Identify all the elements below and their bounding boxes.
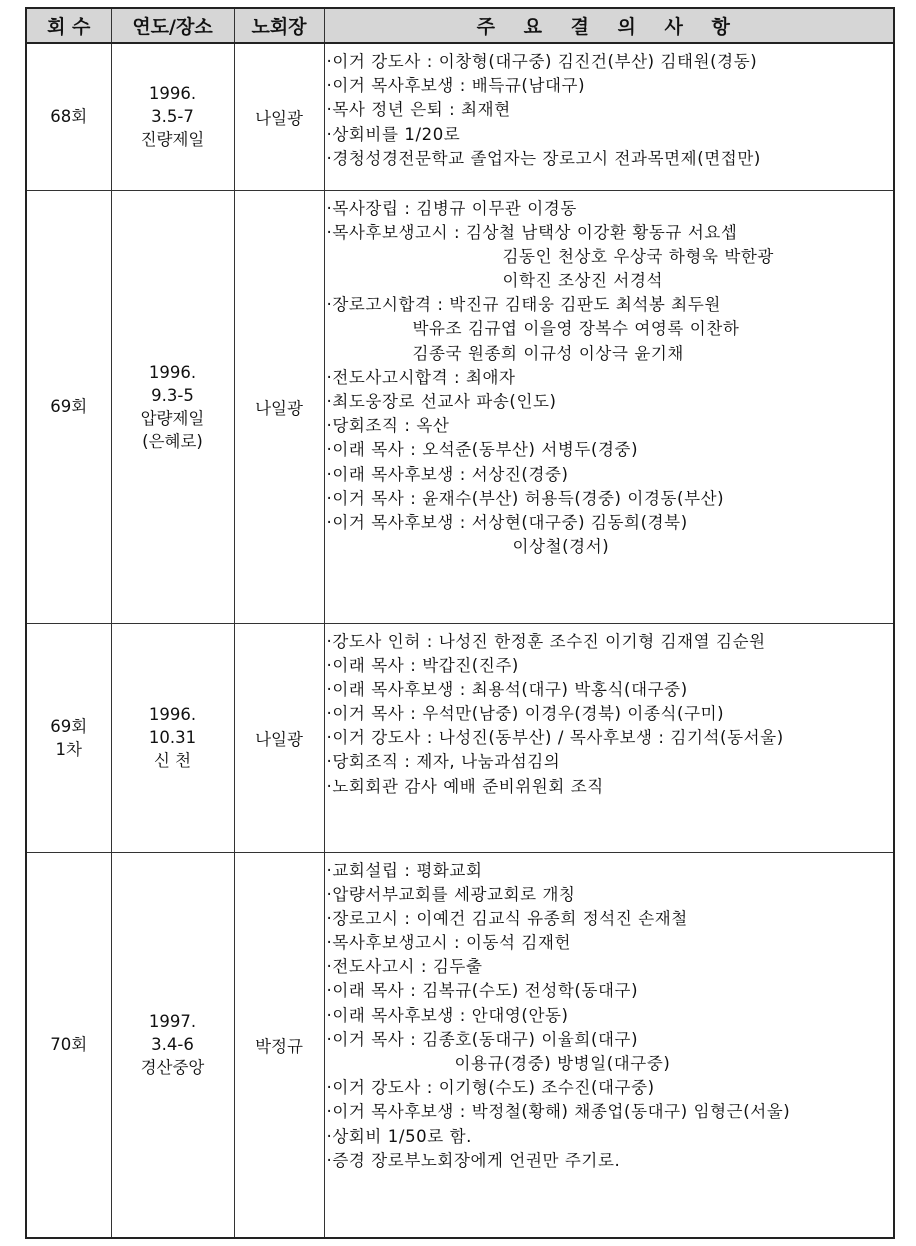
session-number [26,623,111,852]
date-place-line: 진량제일 [140,130,205,150]
decision-item: ·목사후보생고시 : 김상철 남택상 이강환 황동규 서요셉 [326,222,738,242]
decision-item: ·당회조직 : 옥산 [326,416,450,436]
decision-item: ·교회설립 : 평화교회 [326,860,483,880]
header-session: 회 수 [26,8,111,43]
decision-item: ·장로고시합격 : 박진규 김태웅 김판도 최석봉 최두원 [326,295,721,315]
decision-item: ·이래 목사 : 오석준(동부산) 서병두(경중) [326,440,639,460]
decision-item: 박유조 김규엽 이을영 장복수 여영록 이찬하 [412,319,740,339]
session-line: 69회 [50,397,88,416]
decision-item: ·이거 강도사 : 나성진(동부산) / 목사후보생 : 김기석(동서울) [326,728,784,748]
header-decisions: 주 요 결 의 사 항 [324,8,894,43]
date-place [111,623,234,852]
session-number [26,43,111,190]
decision-item: 이용규(경중) 방병일(대구중) [454,1054,671,1073]
decision-item: ·이거 강도사 : 이창형(대구중) 김진건(부산) 김태원(경동) [326,52,758,71]
decision-item: ·이거 목사 : 우석만(남중) 이경우(경북) 이종식(구미) [326,704,725,724]
decisions-cell [324,852,894,1238]
date-place-line: 3.5-7 [151,107,194,127]
date-place-line: 압량제일 [140,408,205,428]
table-row [26,852,894,1238]
decision-item: ·증경 장로부노회장에게 언권만 주기로. [326,1150,621,1170]
date-place-line: 경산중앙 [140,1058,205,1078]
decision-item: ·이래 목사 : 박갑진(진주) [326,655,519,675]
decision-item: ·이거 목사후보생 : 박정철(황해) 채종업(동대구) 임형근(서울) [326,1102,791,1122]
decision-item: ·당회조직 : 제자, 나눔과섬김의 [326,752,561,772]
decision-item: ·목사후보생고시 : 이동석 김재헌 [326,933,572,953]
moderator: 나일광 [234,43,324,190]
decision-item: ·이거 강도사 : 이기형(수도) 조수진(대구중) [326,1078,655,1098]
decision-item: ·이거 목사 : 윤재수(부산) 허용득(경중) 이경동(부산) [326,488,725,508]
decision-item: 이학진 조상진 서경석 [502,271,664,291]
table-row [26,43,894,190]
date-place-line: 신 천 [153,751,192,770]
date-place-line: 1996. [148,705,197,724]
session-line: 70회 [50,1035,88,1055]
decision-item: ·장로고시 : 이예건 김교식 유종희 정석진 손재철 [326,908,688,928]
session-line: 68회 [50,107,88,127]
decision-item: ·이거 목사후보생 : 서상현(대구중) 김동희(경북) [326,512,688,532]
decision-item: ·이래 목사후보생 : 안대영(안동) [326,1005,569,1025]
decisions-cell [324,623,894,852]
header-moderator: 노회장 [234,8,324,43]
decision-item: ·전도사고시 : 김두출 [326,957,483,977]
decision-item: ·이거 목사후보생 : 배득규(남대구) [326,76,586,96]
decisions-cell [324,190,894,623]
date-place-line: 3.4-6 [151,1035,194,1055]
moderator: 나일광 [234,190,324,623]
date-place-line: 1997. [148,1012,197,1032]
date-place-line: (은혜로) [142,431,203,451]
header-row [26,8,894,43]
table-row [26,623,894,852]
moderator: 박정규 [234,852,324,1238]
decision-item: ·이래 목사후보생 : 최용석(대구) 박홍식(대구중) [326,679,688,699]
date-place [111,190,234,623]
decision-item: ·상회비를 1/20로 [326,124,461,144]
decision-item: 이상철(경서) [512,537,610,557]
decision-item: ·상회비 1/50로 함. [326,1126,473,1146]
decision-item: ·최도웅장로 선교사 파송(인도) [326,392,557,411]
decision-item: 김동인 천상호 우상국 하형욱 박한광 [502,246,774,266]
header-date-place: 연도/장소 [111,8,234,43]
date-place [111,852,234,1238]
decision-item: ·이거 목사 : 김종호(동대구) 이율희(대구) [326,1029,639,1049]
moderator: 나일광 [234,623,324,852]
session-number [26,190,111,623]
decision-item: ·목사 정년 은퇴 : 최재현 [326,100,511,120]
session-number [26,852,111,1238]
decision-item: ·강도사 인허 : 나성진 한정훈 조수진 이기형 김재열 김순원 [326,631,766,651]
decisions-cell [324,43,894,190]
decision-item: ·이래 목사후보생 : 서상진(경중) [326,464,569,484]
date-place-line: 1996. [148,362,197,382]
decision-item: ·이래 목사 : 김복규(수도) 전성학(동대구) [326,981,639,1001]
session-line: 1차 [55,739,82,759]
decision-item: ·경청성경전문학교 졸업자는 장로고시 전과목면제(면접만) [326,148,761,168]
date-place-line: 1996. [148,84,197,104]
minutes-table [25,7,895,1239]
table-row [26,190,894,623]
date-place-line: 10.31 [148,728,197,747]
session-line: 69회 [50,716,88,736]
date-place-line: 9.3-5 [151,385,194,405]
decision-item: ·노회회관 감사 예배 준비위원회 조직 [326,776,604,796]
decision-item: 김종국 원종희 이규성 이상극 윤기채 [412,343,684,363]
decision-item: ·목사장립 : 김병규 이무관 이경동 [326,198,577,218]
decision-item: ·전도사고시합격 : 최애자 [326,367,516,387]
decision-item: ·압량서부교회를 세광교회로 개칭 [326,884,576,904]
date-place [111,43,234,190]
